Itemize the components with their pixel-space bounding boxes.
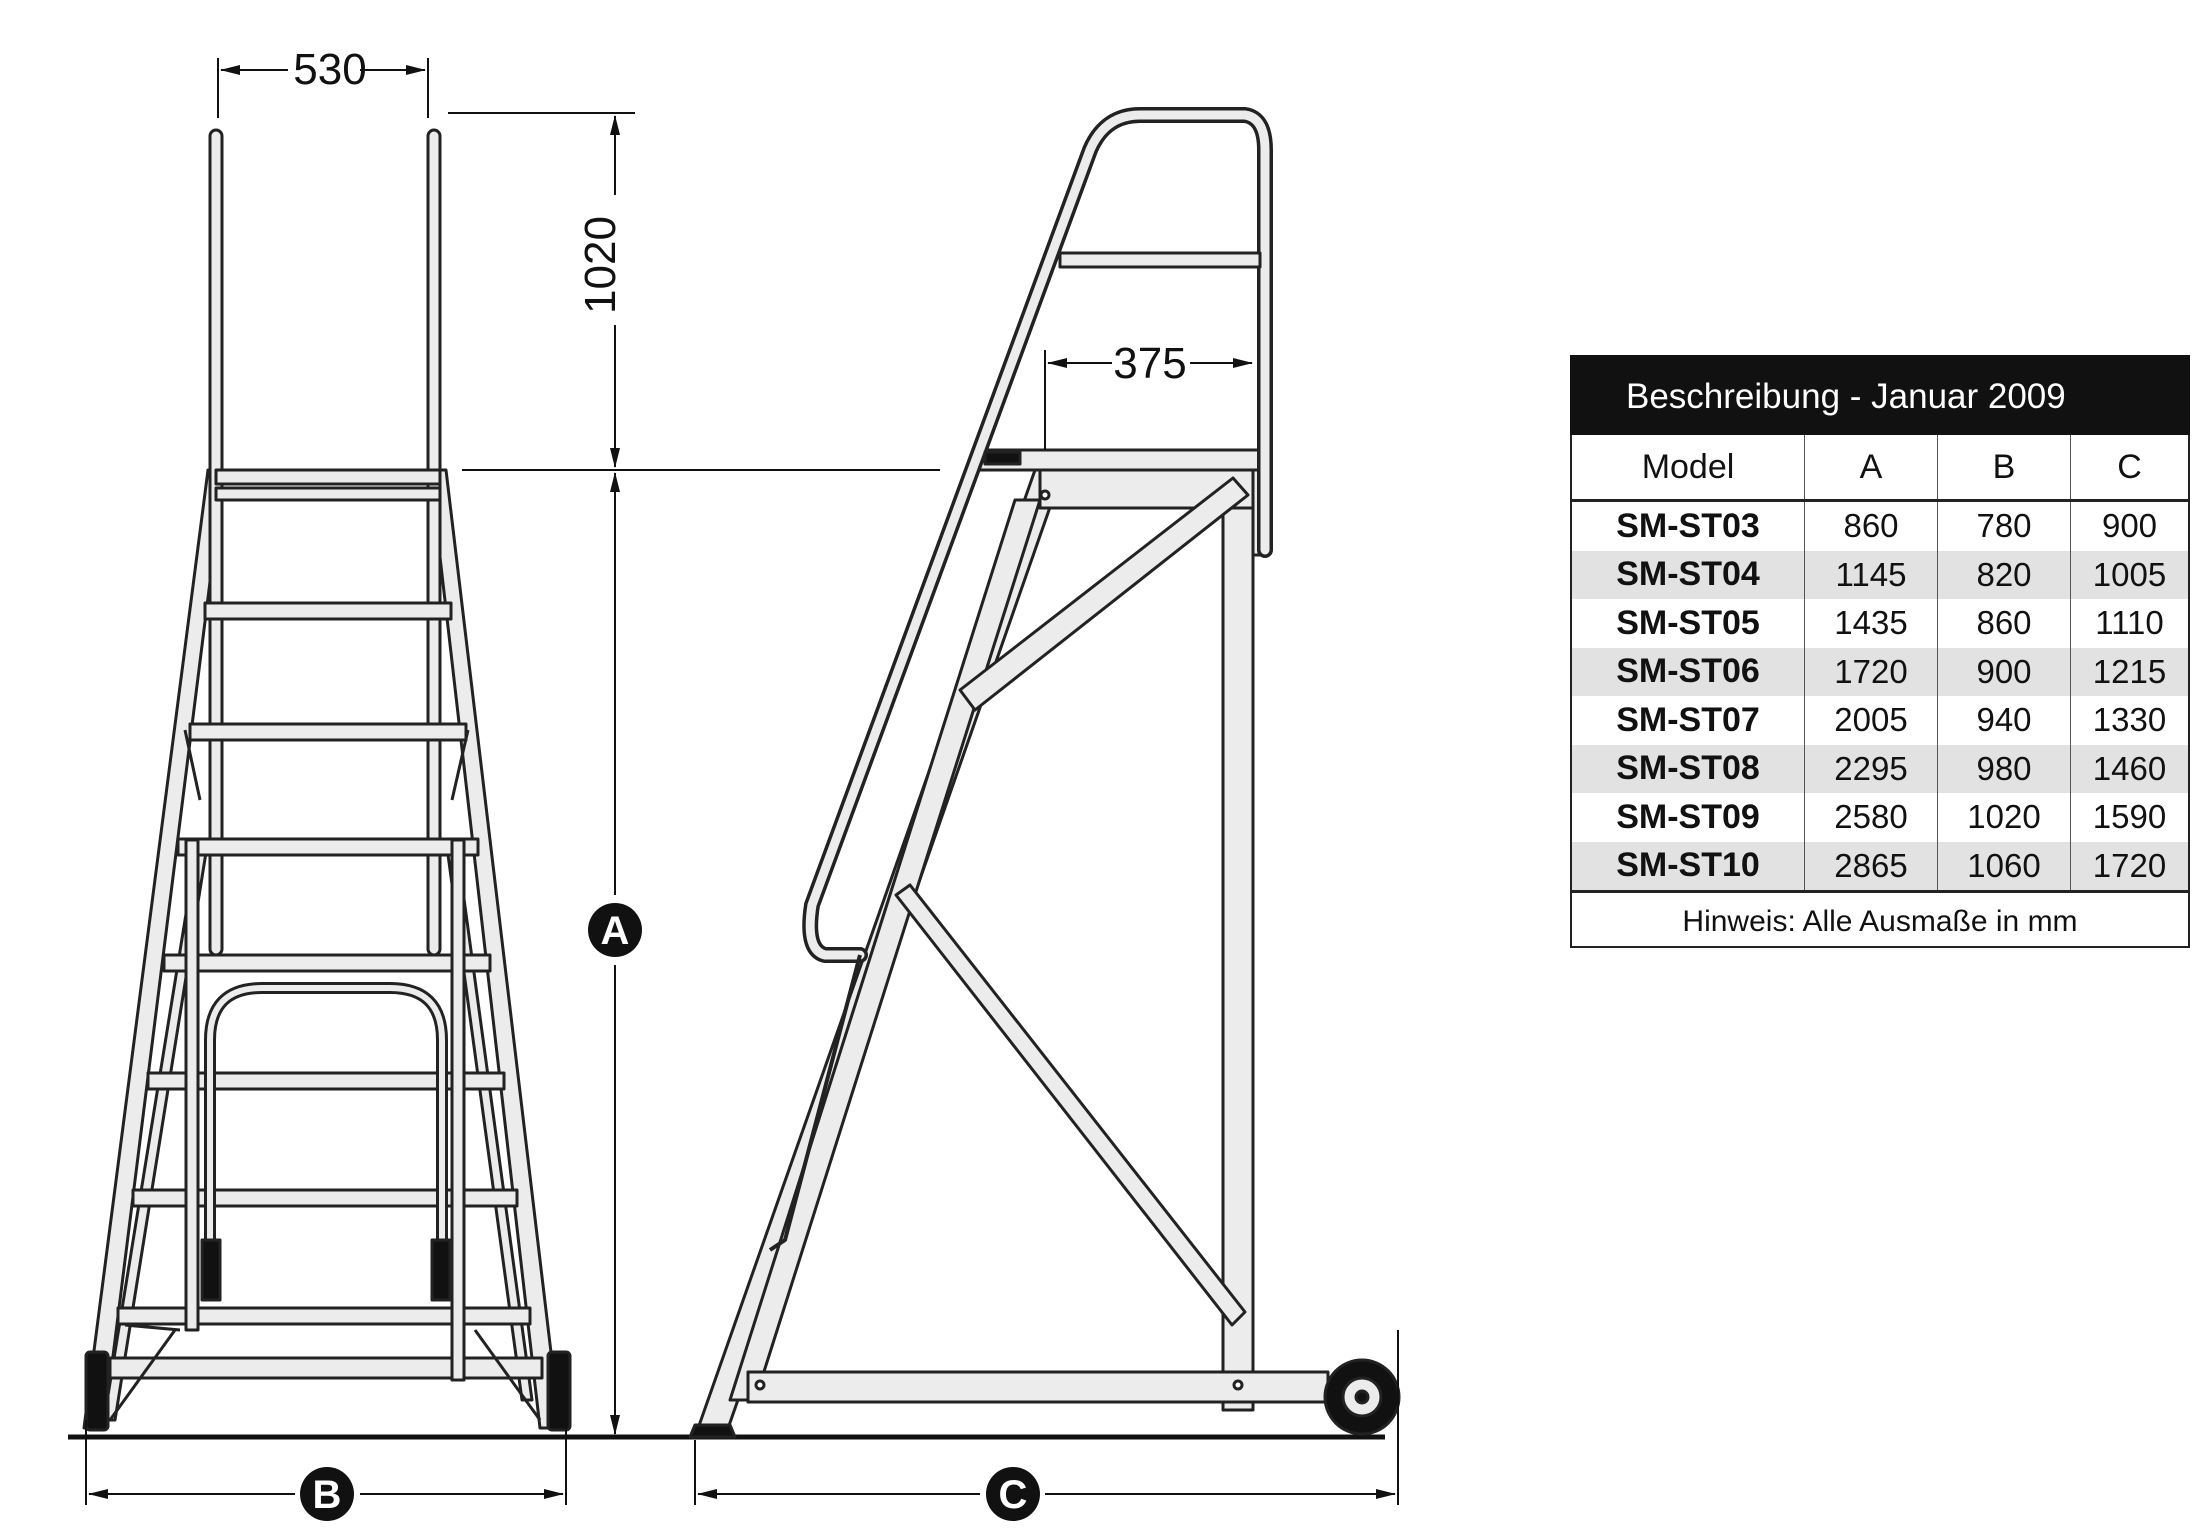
cell-model: SM-ST07 — [1571, 696, 1805, 745]
rubber-foot — [432, 1240, 450, 1300]
table-row — [1571, 501, 2189, 551]
cell-c: 1110 — [2095, 604, 2164, 642]
dim-depth-c — [695, 1330, 1398, 1505]
cell-model: SM-ST05 — [1571, 599, 1805, 648]
cell-c: 1720 — [2071, 842, 2190, 892]
cell-model: SM-ST10 — [1571, 842, 1805, 892]
col-header-c: C — [2071, 435, 2190, 501]
cell-c: 1215 — [2071, 648, 2190, 697]
dim-c-label: C — [998, 1473, 1028, 1517]
side-post — [186, 840, 198, 1330]
cell-a: 860 — [1805, 501, 1938, 551]
cell-b: 980 — [1938, 745, 2071, 794]
side-view-ladder — [690, 115, 1399, 1437]
table-row — [1571, 551, 2189, 600]
lower-brace — [896, 885, 1245, 1325]
dim-375-label: 375 — [1113, 339, 1187, 388]
cell-a: 2865 — [1805, 842, 1938, 892]
cell-a: 2295 — [1805, 745, 1938, 794]
dim-a-label: A — [600, 909, 630, 953]
platform-top — [216, 470, 440, 484]
cell-b: 860 — [1938, 599, 2071, 648]
cell-model: SM-ST06 — [1571, 648, 1805, 697]
mid-rail — [1060, 253, 1260, 267]
cell-b: 820 — [1938, 551, 2071, 600]
table-row — [1571, 745, 2189, 794]
col-header-model: Model — [1571, 435, 1805, 501]
cell-c: 1590 — [2092, 798, 2167, 836]
step — [178, 839, 478, 855]
dim-530-label: 530 — [293, 45, 367, 94]
rubber-foot — [202, 1240, 220, 1300]
rear-post — [1223, 485, 1253, 1410]
dimension-table — [1570, 435, 2190, 893]
table-row — [1571, 696, 2189, 745]
cell-b: 940 — [1938, 696, 2071, 745]
step — [205, 603, 451, 619]
col-header-a: A — [1805, 435, 1938, 501]
cell-a: 1145 — [1805, 551, 1938, 600]
cell-b: 1020 — [1938, 793, 2071, 842]
cell-a: 2580 — [1805, 793, 1938, 842]
cell-b: 1060 — [1938, 842, 2071, 892]
table-row — [1571, 599, 2189, 648]
dim-1020-label: 1020 — [576, 216, 625, 314]
caster-right — [548, 1352, 570, 1430]
caster-left — [86, 1352, 108, 1430]
cell-c: 1460 — [2071, 745, 2190, 794]
inner-stile — [730, 500, 1040, 1400]
platform-front — [216, 488, 440, 500]
cell-c: 1005 — [2071, 551, 2190, 600]
cell-c: 900 — [2101, 507, 2158, 545]
step — [118, 1308, 530, 1324]
cell-b: 900 — [1938, 648, 2071, 697]
table-note: Hinweis: Alle Ausmaße in mm — [1570, 893, 2190, 948]
cell-a: 2005 — [1805, 696, 1938, 745]
table-title: Beschreibung - Januar 2009 — [1570, 355, 2190, 435]
left-handrail — [210, 130, 222, 955]
cell-model: SM-ST03 — [1571, 501, 1805, 551]
cell-b: 780 — [1938, 501, 2071, 551]
right-handrail — [428, 130, 440, 955]
col-header-b: B — [1938, 435, 2071, 501]
step — [164, 955, 490, 971]
spec-table — [1570, 355, 2190, 948]
dim-rail-height — [448, 113, 940, 470]
table-header-row — [1571, 435, 2189, 501]
guard-loop — [210, 988, 442, 1250]
table-row — [1571, 648, 2189, 697]
cell-a: 1720 — [1805, 648, 1938, 697]
front-view-ladder — [84, 130, 570, 1430]
bottom-rail — [110, 1358, 542, 1378]
table-row — [1571, 793, 2189, 842]
table-row — [1571, 842, 2189, 892]
cell-model: SM-ST04 — [1571, 551, 1805, 600]
side-post — [452, 840, 464, 1380]
cell-a: 1435 — [1805, 599, 1938, 648]
step — [190, 724, 466, 740]
cell-model: SM-ST08 — [1571, 745, 1805, 794]
cell-model: SM-ST09 — [1571, 793, 1805, 842]
cell-c: 1330 — [2092, 701, 2167, 739]
dim-b-label: B — [312, 1473, 342, 1517]
